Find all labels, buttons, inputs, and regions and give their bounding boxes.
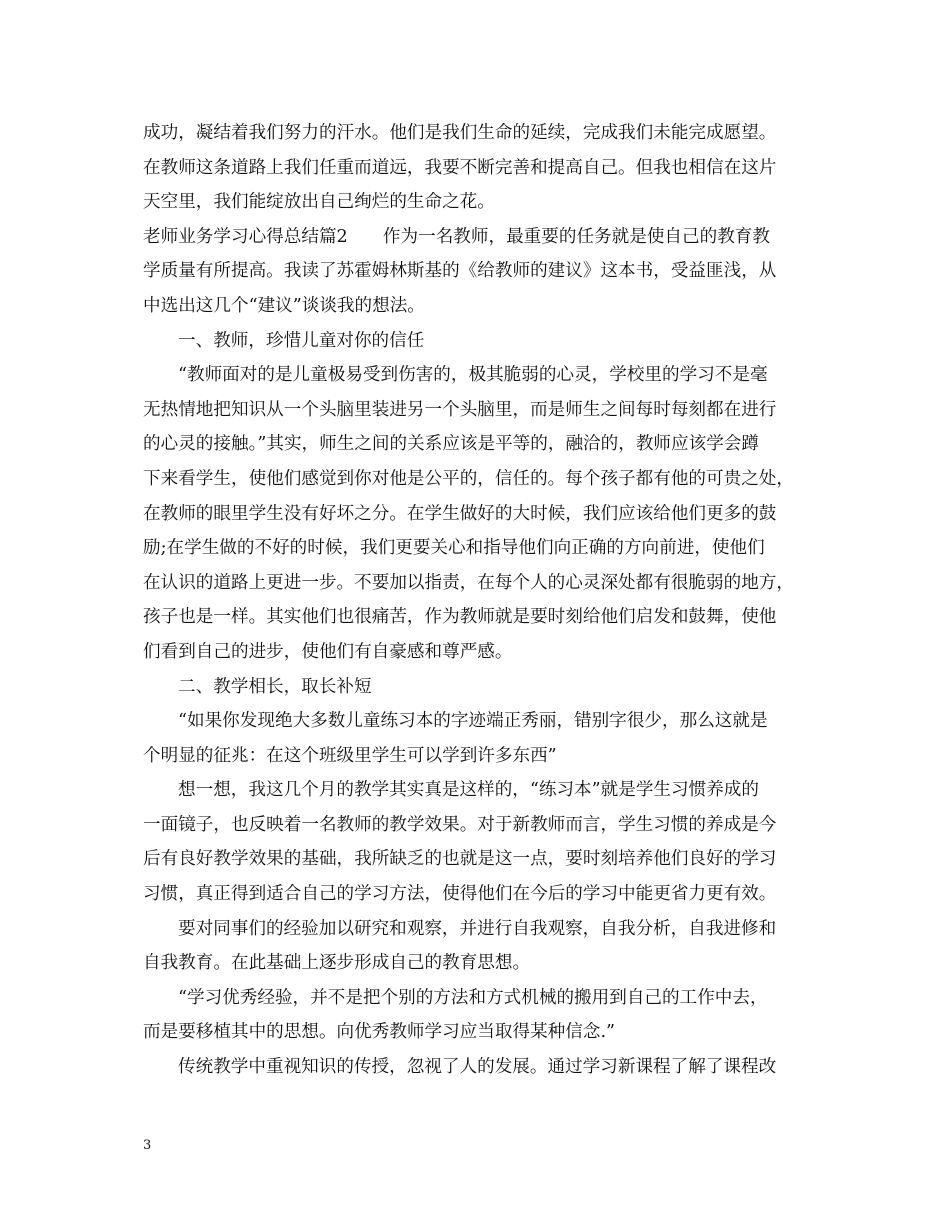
text-line: 习惯，真正得到适合自己的学习方法，使得他们在今后的学习中能更省力更有效。 [143, 884, 777, 905]
text-line: 要对同事们的经验加以研究和观察，并进行自我观察，自我分析，自我进修和 [178, 918, 777, 939]
text-line: “如果你发现绝大多数儿童练习本的字迹端正秀丽，错别字很少，那么这就是 [178, 711, 768, 732]
text-line: 们看到自己的进步，使他们有自豪感和尊严感。 [143, 641, 513, 662]
text-line: 老师业务学习心得总结篇2 作为一名教师，最重要的任务就是使自己的教育教 [143, 226, 770, 247]
text-line: 一面镜子，也反映着一名教师的教学效果。对于新教师而言，学生习惯的养成是今 [143, 814, 777, 835]
text-line: 个明显的征兆：在这个班级里学生可以学到许多东西” [143, 745, 557, 766]
text-line: “教师面对的是儿童极易受到伤害的，极其脆弱的心灵，学校里的学习不是毫 [178, 365, 768, 386]
text-line: “学习优秀经验，并不是把个别的方法和方式机械的搬用到自己的工作中去， [178, 987, 768, 1008]
text-line: 下来看学生，使他们感觉到你对他是公平的，信任的。每个孩子都有他的可贵之处， [143, 468, 794, 489]
text-line: 天空里，我们能绽放出自己绚烂的生命之花。 [143, 192, 495, 213]
page-number: 3 [143, 1138, 152, 1153]
text-line: 一、教师，珍惜儿童对你的信任 [178, 330, 425, 351]
text-line: 传统教学中重视知识的传授，忽视了人的发展。通过学习新课程了解了课程改 [178, 1057, 777, 1078]
text-line: 中选出这几个“建议”谈谈我的想法。 [143, 295, 425, 316]
text-line: 孩子也是一样。其实他们也很痛苦，作为教师就是要时刻给他们启发和鼓舞，使他 [143, 607, 777, 628]
text-line: 励;在学生做的不好的时候，我们更要关心和指导他们向正确的方向前进，使他们 [143, 538, 765, 559]
text-line: 学质量有所提高。我读了苏霍姆林斯基的《给教师的建议》这本书，受益匪浅，从 [143, 261, 777, 282]
text-line: 自我教育。在此基础上逐步形成自己的教育思想。 [143, 953, 531, 974]
text-line: 后有良好教学效果的基础，我所缺乏的也就是这一点，要时刻培养他们良好的学习 [143, 849, 777, 870]
body-text [143, 116, 828, 1085]
text-line: 无热情地把知识从一个头脑里装进另一个头脑里，而是师生之间每时每刻都在进行 [143, 399, 777, 420]
text-line: 在认识的道路上更进一步。不要加以指责，在每个人的心灵深处都有很脆弱的地方， [143, 572, 794, 593]
text-line: 想一想，我这几个月的教学其实真是这样的，“练习本”就是学生习惯养成的 [178, 780, 759, 801]
text-line: 而是要移植其中的思想。向优秀教师学习应当取得某种信念.” [143, 1022, 616, 1043]
text-line: 成功，凝结着我们努力的汗水。他们是我们生命的延续，完成我们未能完成愿望。 [143, 123, 777, 143]
text-line: 的心灵的接触。”其实，师生之间的关系应该是平等的，融洽的，教师应该学会蹲 [143, 434, 759, 455]
text-line: 在教师的眼里学生没有好坏之分。在学生做好的大时候，我们应该给他们更多的鼓 [143, 503, 777, 524]
text-line: 二、教学相长，取长补短 [178, 676, 372, 697]
text-line: 在教师这条道路上我们任重而道远，我要不断完善和提高自己。但我也相信在这片 [143, 157, 777, 178]
